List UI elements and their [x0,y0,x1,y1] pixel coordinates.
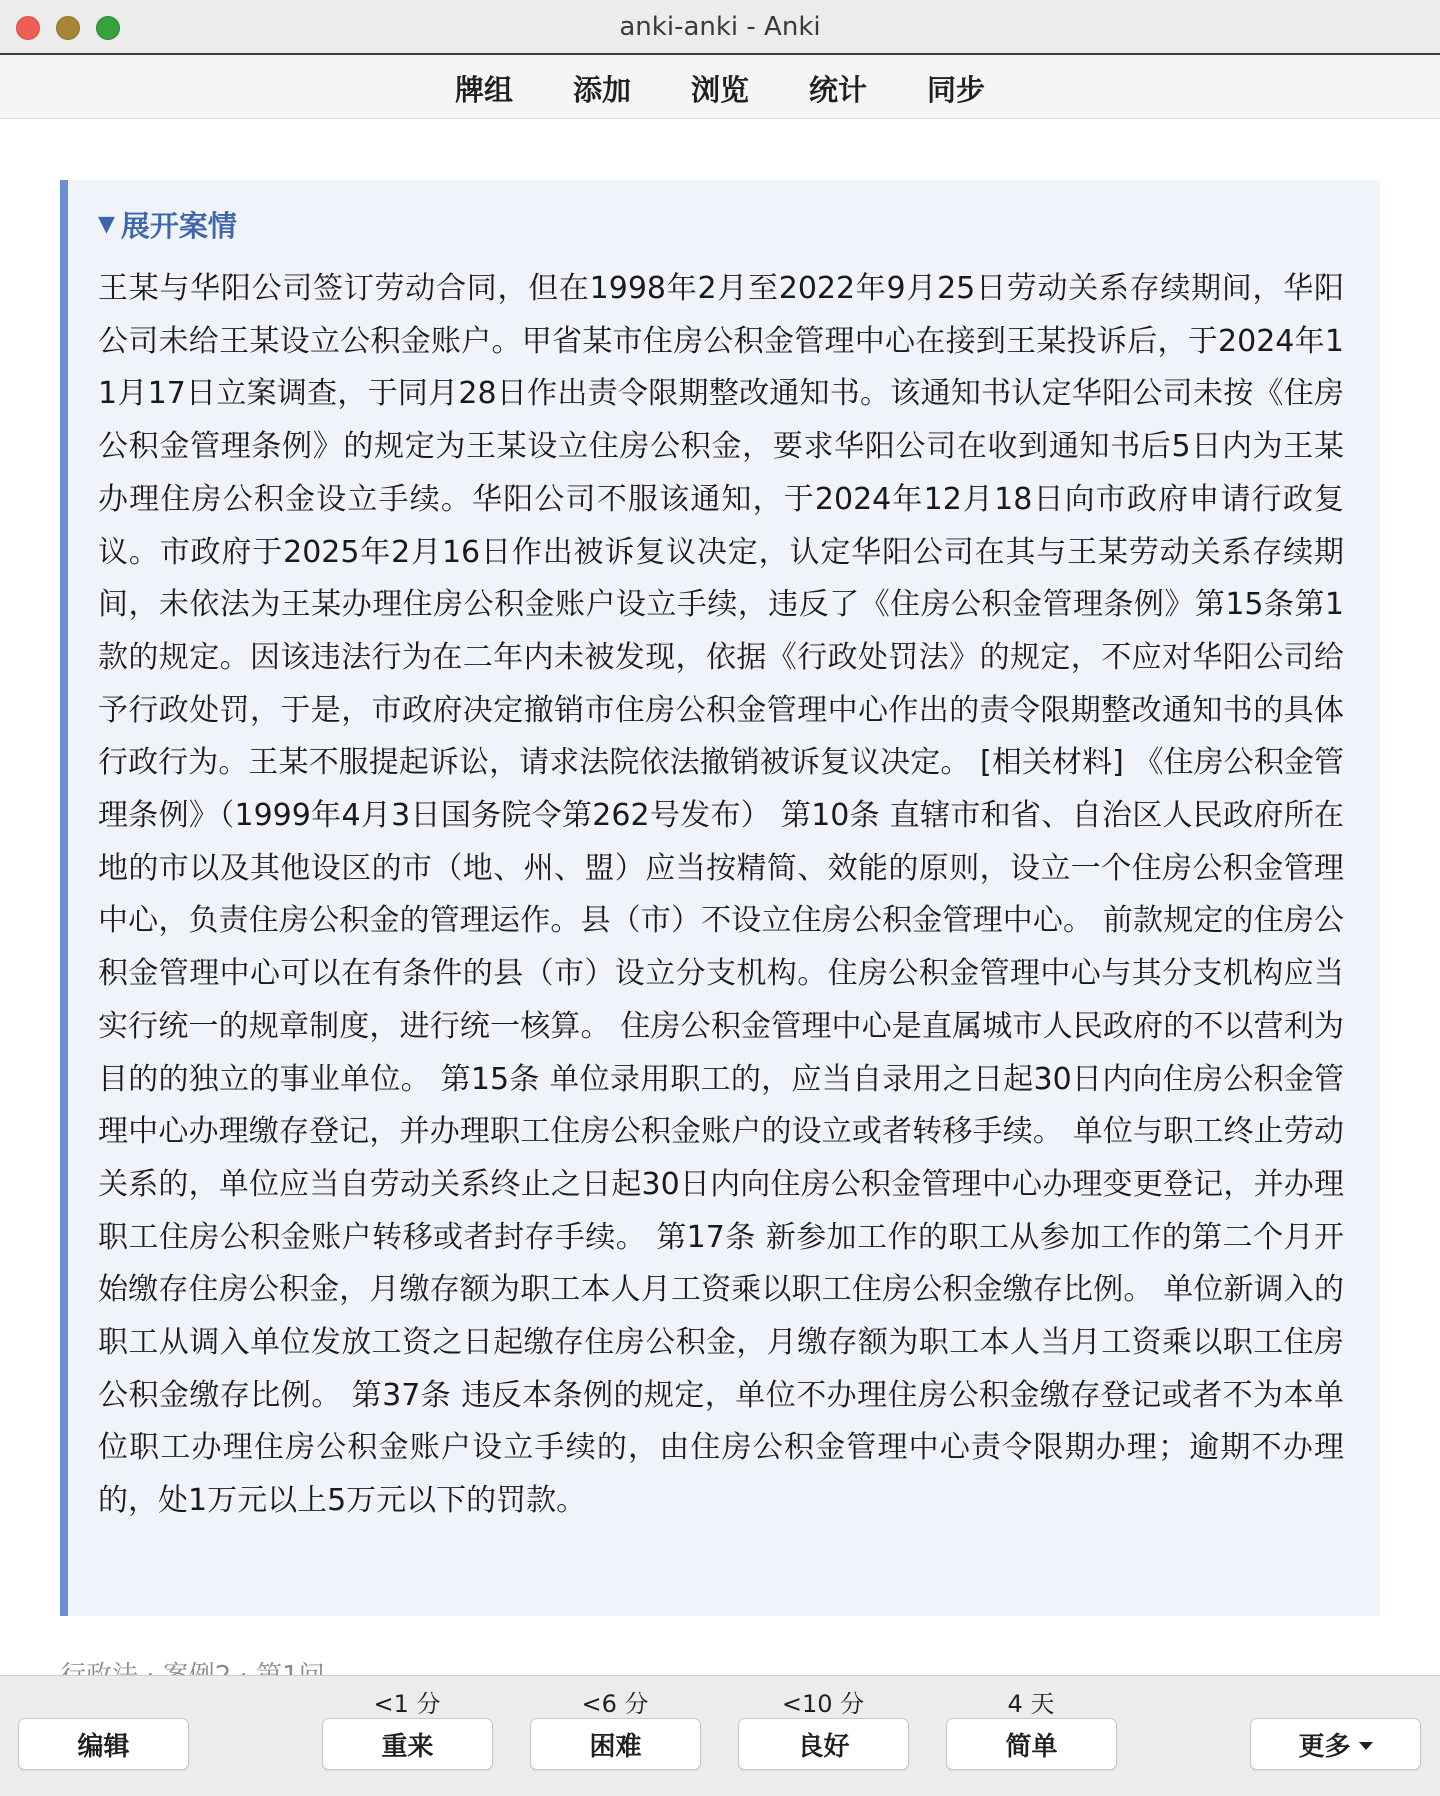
toolbar-browse[interactable]: 浏览 [690,73,749,107]
easy-button[interactable]: 简单 [946,1718,1117,1770]
toolbar-stats[interactable]: 统计 [809,73,868,107]
window-title: anki-anki - Anki [619,12,821,42]
main-toolbar [0,55,1440,119]
toolbar-sync[interactable]: 同步 [927,73,986,107]
answer-bar [0,1675,1440,1796]
more-button-label: 更多 [1298,1731,1351,1762]
more-button[interactable] [1250,1718,1421,1770]
case-details-block [60,180,1380,1616]
hard-interval: <6 分 [581,1690,649,1718]
good-button[interactable]: 良好 [738,1718,909,1770]
expand-case-toggle[interactable] [98,204,1344,245]
hard-button[interactable]: 困难 [530,1718,701,1770]
edit-button[interactable]: 编辑 [18,1718,189,1770]
again-button[interactable]: 重来 [322,1718,493,1770]
disclosure-triangle-icon: ▼ [98,212,115,237]
card-content-area [0,119,1440,1675]
toolbar-add[interactable]: 添加 [572,73,631,107]
case-body-text: 王某与华阳公司签订劳动合同，但在1998年2月至2022年9月25日劳动关系存续期间，华阳公司未给王某设立公积金账户。甲省某市住房公积金管理中心在接到王某投诉后，于2024年11月17日立案调查，于同月28日作出责令限期整改通知书。该通知书认定华阳公司未按《住房公积金管理条例》的规定为王某设立住房公积金，要求华阳公司在收到通知书后5日内为王某办理住房公积金设立手续。华阳公司不服该通知，于2024年12月18日向市政府申请行政复议。市政府于2025年2月16日作出被诉复议决定，认定华阳公司在其与王某劳动关系存续期间，未依法为王某办理住房公积金账户设立手续，违反了《住房公积金管理条例》第15条第1款的规定。因该违法行为在二年内未被发现，依据《行政处罚法》的规定，不应对华阳公司给予行政处罚，于是，市政府决定撤销市住房公积金管理中心作出的责令限期整改通知书的具体行政行为。王某不服提起诉讼，请求法院依法撤销被诉复议决定。 [相关材料] 《住房公积金管理条例》（1999年4月3日国务院令第262号发布） 第10条 直辖市和省、自治区人民政府所在地的市以及其他设区的市（地、州、盟）应当按精简、效能的原则，设立一个住房公积金管理中心，负责住房公积金的管理运作。县（市）不设立住房公积金管理中心。 前款规定的住房公积金管理中心可以在有条件的县（市）设立分支机构。住房公积金管理中心与其分支机构应当实行统一的规章制度，进行统一核算。 住房公积金管理中心是直属城市人民政府的不以营利为目的的独立的事业单位。 第15条 单位录用职工的，应当自录用之日起30日内向住房公积金管理中心办理缴存登记，并办理职工住房公积金账户的设立或者转移手续。 单位与职工终止劳动关系的，单位应当自劳动关系终止之日起30日内向住房公积金管理中心办理变更登记，并办理职工住房公积金账户转移或者封存手续。 第17条 新参加工作的职工从参加工作的第二个月开始缴存住房公积金，月缴存额为职工本人月工资乘以职工住房公积金缴存比例。 单位新调入的职工从调入单位发放工资之日起缴存住房公积金，月缴存额为职工本人当月工资乘以职工住房公积金缴存比例。 第37条 违反本条例的规定，单位不办理住房公积金缴存登记或者不为本单位职工办理住房公积金账户设立手续的，由住房公积金管理中心责令限期办理；逾期不办理的，处1万元以上5万元以下的罚款。 [98,271,1344,1519]
easy-interval: 4 天 [1007,1690,1055,1718]
title-bar [0,0,1440,55]
again-interval: <1 分 [373,1690,441,1718]
good-interval: <10 分 [781,1690,865,1718]
expand-case-label: 展开案情 [120,209,237,243]
dropdown-caret-icon [1359,1742,1373,1750]
toolbar-decks[interactable]: 牌组 [454,73,513,107]
